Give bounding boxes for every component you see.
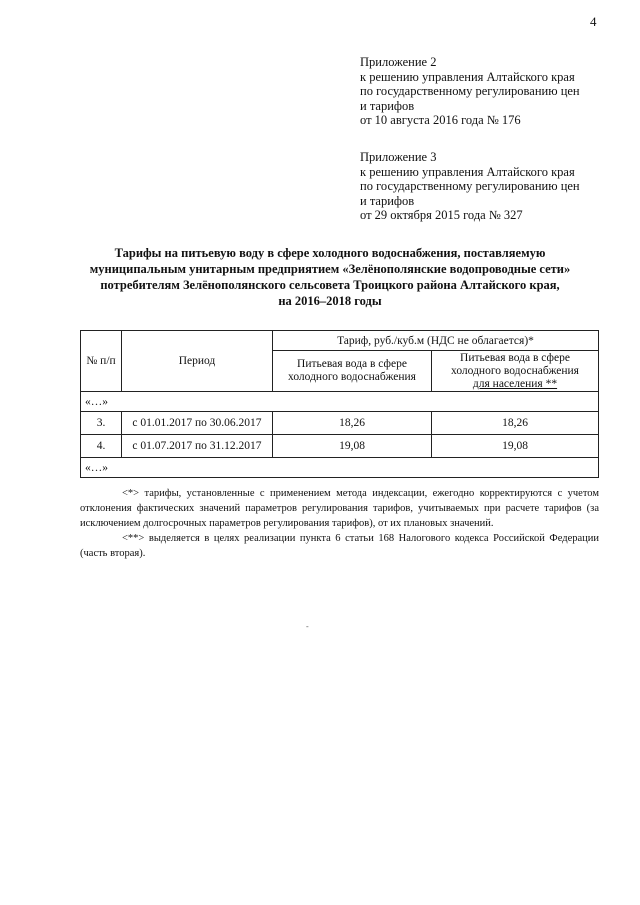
appendix-2-line: Приложение 2: [360, 55, 437, 69]
page-number: 4: [590, 14, 597, 29]
header-period: Период: [122, 331, 273, 392]
appendix-3-line: по государственному регулированию цен: [360, 179, 580, 193]
title-line: Тарифы на питьевую воду в сфере холодного водоснабжения, поставляемую: [114, 246, 546, 260]
appendix-2-line: по государственному регулированию цен: [360, 84, 580, 98]
appendix-3-line: и тарифов: [360, 193, 415, 208]
tariff-table: [80, 330, 599, 478]
title-line: на 2016–2018 годы: [278, 294, 382, 308]
document-title: [60, 245, 600, 309]
ellipsis-cell: «…»: [81, 392, 599, 412]
appendix-2-line: от 10 августа 2016 года № 176: [360, 113, 521, 127]
ellipsis-row: [81, 458, 599, 478]
header-tariff-group: Тариф, руб./куб.м (НДС не облагается)*: [273, 331, 599, 351]
appendix-2-line: к решению управления Алтайского края: [360, 69, 575, 84]
header-number: № п/п: [81, 331, 122, 392]
ellipsis-row: [81, 392, 599, 412]
footnote-1: <*> тарифы, установленные с применением метода индексации, ежегодно корректируются с учетом отклонения фактических значений параметров регулирования тарифов, учитываемых при расчете тарифов (за исключением долгосрочных параметров регулирования тарифов), от их плановых значений.: [80, 488, 599, 529]
title-line: муниципальным унитарным предприятием «Зелёнополянские водопроводные сети»: [89, 262, 571, 276]
header-line: холодного водоснабжения: [451, 364, 579, 377]
row-water-population-tariff: 19,08: [432, 435, 599, 458]
table-row: [81, 435, 599, 458]
header-drinking-water: Питьевая вода в сфере холодного водоснабжения: [273, 351, 432, 392]
row-period: с 01.07.2017 по 31.12.2017: [122, 435, 273, 458]
appendix-2-header: [360, 55, 620, 128]
footnotes: [80, 486, 599, 561]
row-water-tariff: 19,08: [273, 435, 432, 458]
appendix-3-header: [360, 150, 620, 223]
scan-speck: -: [306, 622, 309, 631]
row-period: с 01.01.2017 по 30.06.2017: [122, 412, 273, 435]
table-header-row: [81, 331, 599, 351]
table-row: [81, 412, 599, 435]
title-line: потребителям Зелёнополянского сельсовета Троицкого района Алтайского края,: [100, 278, 560, 292]
appendix-3-line: Приложение 3: [360, 150, 437, 164]
row-water-population-tariff: 18,26: [432, 412, 599, 435]
header-drinking-water-population: [432, 351, 599, 392]
row-number: 4.: [81, 435, 122, 458]
ellipsis-cell: «…»: [81, 458, 599, 478]
appendix-3-line: от 29 октября 2015 года № 327: [360, 208, 523, 222]
row-water-tariff: 18,26: [273, 412, 432, 435]
header-line: Питьевая вода в сфере: [460, 351, 570, 364]
row-number: 3.: [81, 412, 122, 435]
header-line: для населения **: [472, 377, 558, 390]
footnote-2: <**> выделяется в целях реализации пункта 6 статьи 168 Налогового кодекса Российской Федерации (часть вторая).: [80, 533, 599, 559]
appendix-2-line: и тарифов: [360, 98, 415, 113]
appendix-3-line: к решению управления Алтайского края: [360, 164, 575, 179]
